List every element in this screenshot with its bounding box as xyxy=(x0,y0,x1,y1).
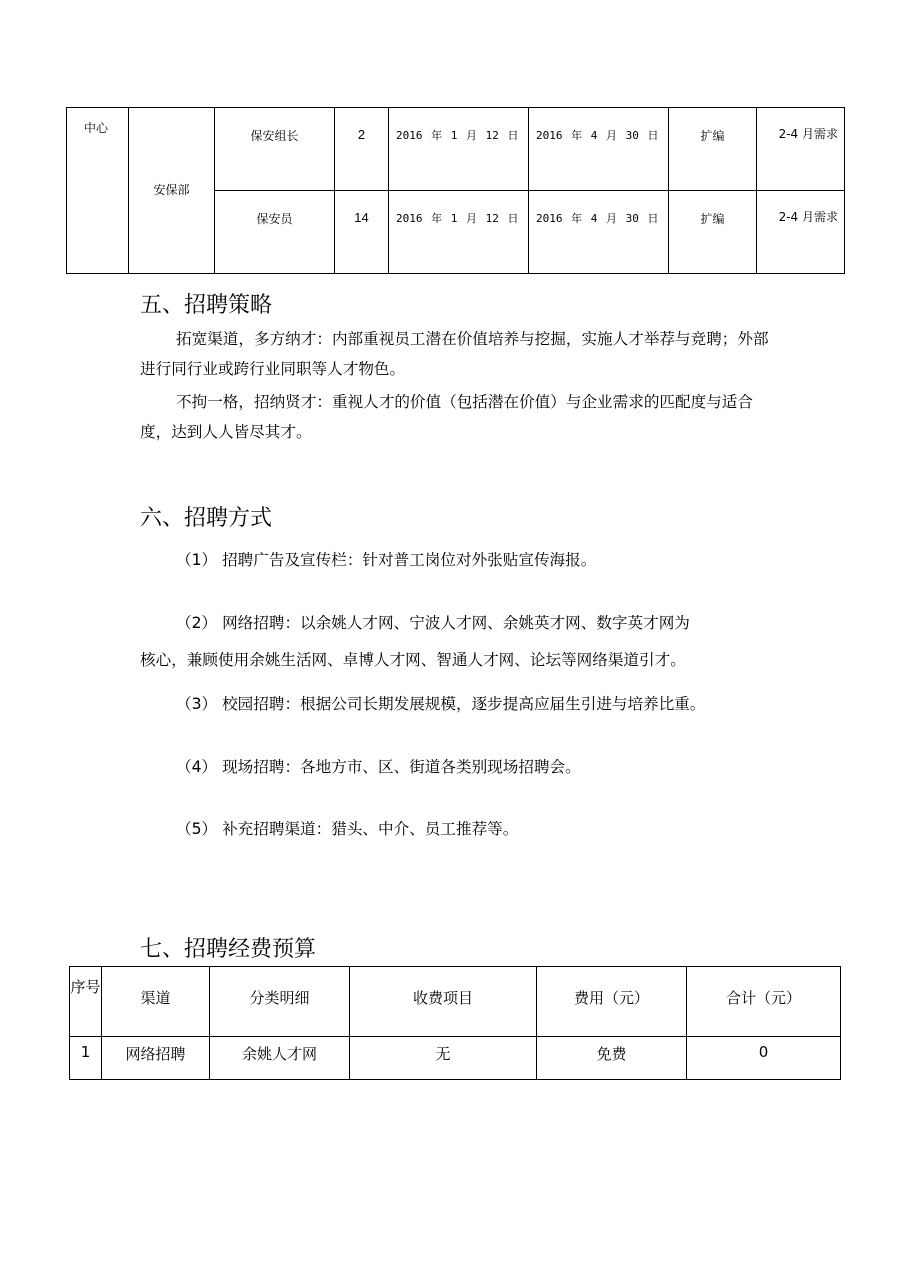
section-heading-methods: 六、招聘方式 xyxy=(140,506,273,531)
note-cell: 2-4 月需求 xyxy=(757,191,845,274)
position-cell: 保安员 xyxy=(215,191,335,274)
budget-table xyxy=(69,966,841,1080)
cell-seq: 1 xyxy=(70,1037,102,1080)
recruitment-plan-table xyxy=(66,107,845,274)
header-seq: 序号 xyxy=(70,967,102,1037)
method-item-5: （5） 补充招聘渠道：猎头、中介、员工推荐等。 xyxy=(176,820,519,838)
method-item-3: （3） 校园招聘：根据公司长期发展规模，逐步提高应届生引进与培养比重。 xyxy=(176,695,706,713)
end-date-cell: 2016 年 4 月 30 日 xyxy=(529,191,669,274)
header-item: 收费项目 xyxy=(350,967,537,1037)
section-heading-strategy: 五、招聘策略 xyxy=(140,293,273,318)
cell-total: 0 xyxy=(687,1037,841,1080)
method-item-2: （2） 网络招聘：以余姚人才网、宁波人才网、余姚英才网、数字英才网为 xyxy=(176,614,690,632)
cell-cost: 免费 xyxy=(537,1037,687,1080)
cell-detail: 余姚人才网 xyxy=(210,1037,350,1080)
count-cell: 14 xyxy=(335,191,389,274)
cell-item: 无 xyxy=(350,1037,537,1080)
table-header-row xyxy=(70,967,841,1037)
note-cell: 2-4 月需求 xyxy=(757,108,845,191)
position-cell: 保安组长 xyxy=(215,108,335,191)
center-cell: 中心 xyxy=(67,108,129,274)
type-cell: 扩编 xyxy=(669,191,757,274)
table-row xyxy=(70,1037,841,1080)
method-item-1: （1） 招聘广告及宣传栏：针对普工岗位对外张贴宣传海报。 xyxy=(176,551,597,569)
department-cell: 安保部 xyxy=(129,108,215,274)
method-item-2-cont: 核心，兼顾使用余姚生活网、卓博人才网、智通人才网、论坛等网络渠道引才。 xyxy=(140,651,686,669)
type-cell: 扩编 xyxy=(669,108,757,191)
header-cost: 费用（元） xyxy=(537,967,687,1037)
start-date-cell: 2016 年 1 月 12 日 xyxy=(389,108,529,191)
cell-channel: 网络招聘 xyxy=(102,1037,210,1080)
table-row xyxy=(67,108,845,191)
strategy-paragraph-1: 拓宽渠道，多方纳才：内部重视员工潜在价值培养与挖掘，实施人才举荐与竞聘；外部进行同行业或跨行业同职等人才物色。 xyxy=(140,330,769,378)
start-date-cell: 2016 年 1 月 12 日 xyxy=(389,191,529,274)
end-date-cell: 2016 年 4 月 30 日 xyxy=(529,108,669,191)
strategy-paragraph-2: 不拘一格，招纳贤才：重视人才的价值（包括潜在价值）与企业需求的匹配度与适合度，达到人人皆尽其才。 xyxy=(140,393,753,441)
header-detail: 分类明细 xyxy=(210,967,350,1037)
count-cell: 2 xyxy=(335,108,389,191)
method-item-4: （4） 现场招聘：各地方市、区、街道各类别现场招聘会。 xyxy=(176,758,581,776)
header-total: 合计（元） xyxy=(687,967,841,1037)
section-heading-budget: 七、招聘经费预算 xyxy=(140,937,317,962)
header-channel: 渠道 xyxy=(102,967,210,1037)
